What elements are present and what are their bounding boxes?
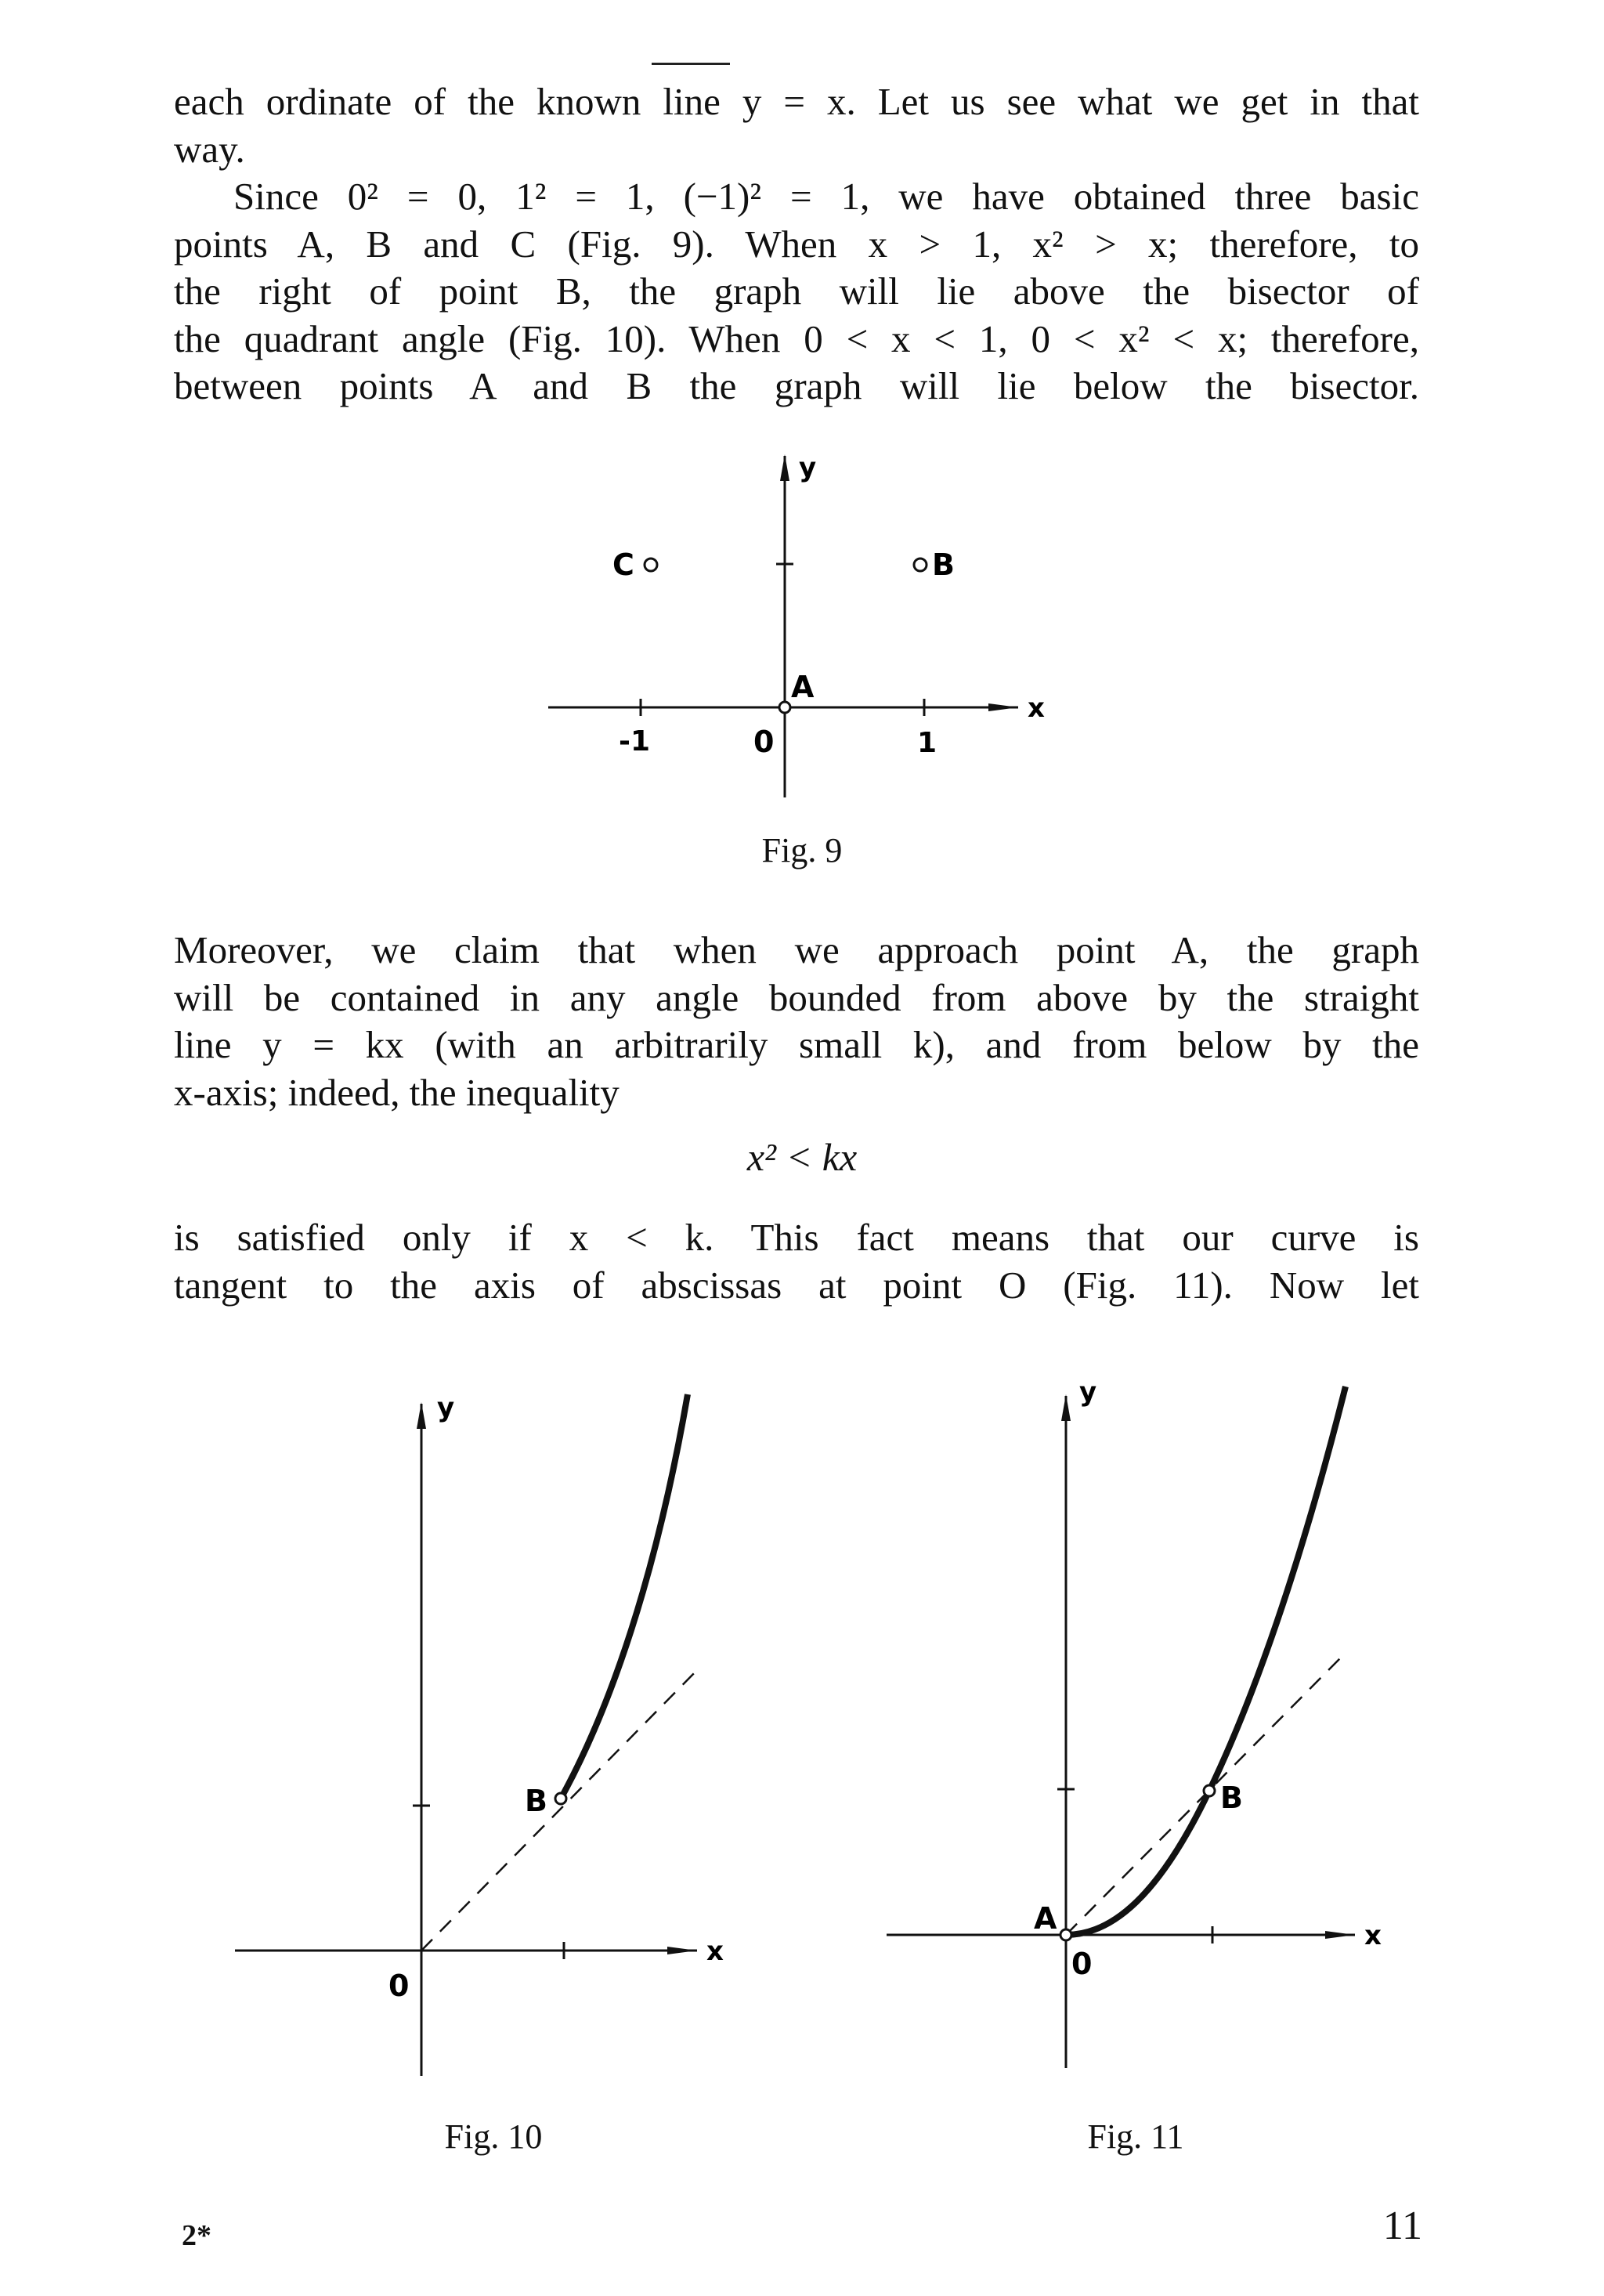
y-axis-arrow — [417, 1402, 426, 1429]
figure-11 — [877, 1355, 1441, 2076]
point-b-marker — [555, 1793, 566, 1804]
text-line: x-axis; indeed, the inequality — [174, 1070, 620, 1114]
paragraph-4 — [174, 1214, 1419, 1309]
axis-label-x: x — [1028, 692, 1045, 724]
point-a-label: A — [791, 670, 815, 704]
point-b-marker — [1204, 1785, 1215, 1796]
point-b-marker — [914, 559, 927, 571]
figure-9 — [533, 447, 1081, 815]
figure-10 — [227, 1363, 775, 2084]
tick-label-1: 1 — [917, 727, 937, 759]
text-line: way. — [174, 127, 245, 171]
text-line: between points A and B the graph will lie below the bisector. — [174, 364, 1419, 407]
point-b-label: B — [525, 1784, 547, 1818]
point-a-marker — [1060, 1929, 1071, 1940]
parabola-curve — [1066, 1387, 1346, 1935]
bisector-dashed-line — [421, 1670, 697, 1951]
y-axis-arrow — [780, 454, 789, 481]
parabola-curve — [561, 1394, 688, 1799]
paragraph-3 — [174, 927, 1419, 1116]
origin-label: 0 — [753, 725, 775, 759]
paragraph-1 — [174, 78, 1419, 173]
tick-label-neg1: -1 — [619, 725, 650, 757]
axis-label-y: y — [1079, 1376, 1097, 1408]
top-rule — [652, 63, 730, 65]
figure-11-caption: Fig. 11 — [1087, 2117, 1184, 2156]
origin-label: 0 — [388, 1969, 410, 2003]
figure-9-caption: Fig. 9 — [761, 831, 843, 870]
figure-10-caption: Fig. 10 — [444, 2117, 543, 2156]
text-line: points A, B and C (Fig. 9). When x > 1, x² > x; therefore, to — [174, 222, 1419, 266]
point-a-marker — [779, 702, 790, 713]
axis-label-y: y — [437, 1392, 455, 1423]
text-line: each ordinate of the known line y = x. Let us see what we get in that — [174, 80, 1419, 123]
axis-label-x: x — [706, 1936, 724, 1967]
origin-label: 0 — [1071, 1947, 1093, 1981]
signature-mark: 2* — [182, 2219, 211, 2252]
point-a-label: A — [1034, 1901, 1057, 1936]
point-c-marker — [645, 559, 657, 571]
point-b-label: B — [1220, 1781, 1243, 1815]
text-line: is satisfied only if x < k. This fact means that our curve is — [174, 1216, 1419, 1259]
point-c-label: C — [612, 548, 634, 582]
text-line: the right of point B, the graph will lie above the bisector of — [174, 269, 1419, 313]
paragraph-2 — [174, 173, 1419, 410]
text-line: Since 0² = 0, 1² = 1, (−1)² = 1, we have obtained three basic — [233, 175, 1419, 218]
text-line: the quadrant angle (Fig. 10). When 0 < x < 1, 0 < x² < x; therefore, — [174, 316, 1419, 360]
point-b-label: B — [932, 548, 955, 582]
axis-label-y: y — [799, 452, 817, 483]
text-line: Moreover, we claim that when we approach point A, the graph — [174, 928, 1419, 971]
y-axis-arrow — [1061, 1394, 1071, 1421]
text-line: will be contained in any angle bounded from above by the straight — [174, 975, 1419, 1019]
text-line: tangent to the axis of abscissas at point O (Fig. 11). Now let — [174, 1263, 1419, 1307]
text-line: line y = kx (with an arbitrarily small k), and from below by the — [174, 1023, 1419, 1066]
page-number: 11 — [1382, 2204, 1422, 2248]
inequality-formula: x² < kx — [746, 1135, 858, 1179]
axis-label-x: x — [1364, 1920, 1382, 1951]
